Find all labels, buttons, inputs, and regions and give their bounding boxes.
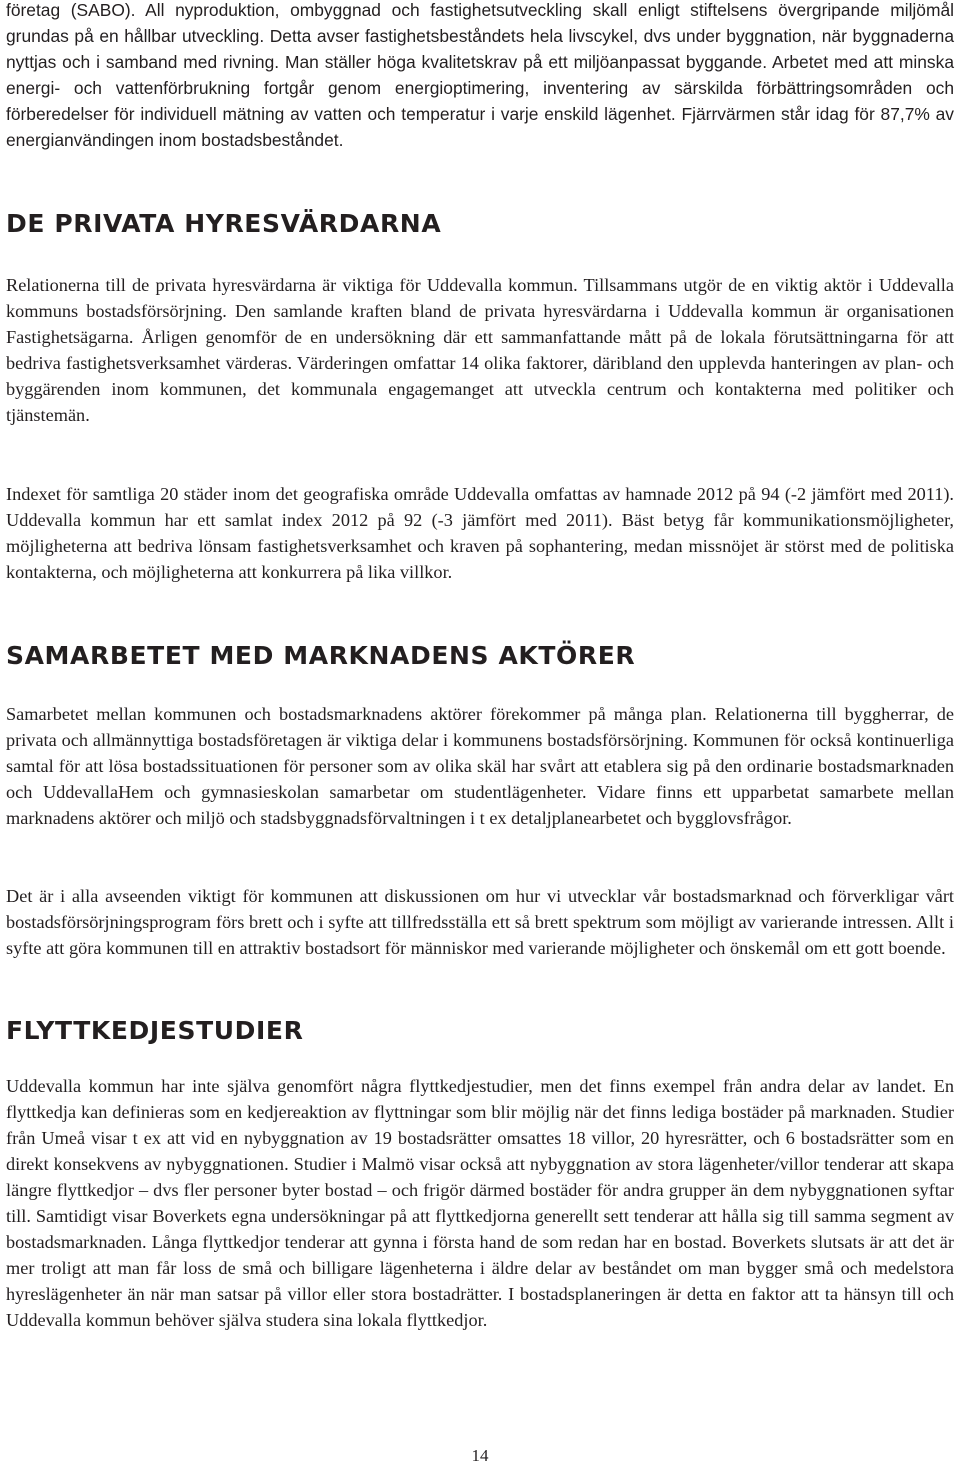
- samarbetet-paragraph-1: Samarbetet mellan kommunen och bostadsmarknadens aktörer förekommer på många plan. Relationerna till byggherrar, de privata och allmännyttiga bostadsföretagen är viktiga delar i kommunens bostadsförsörjning. Kommunen för också kontinuerliga samtal för att lösa bostadssituationen för personer som av olika skäl har svårt att etablera sig på den ordinarie bostadsmarknaden och UddevallaHem och gymnasieskolan samarbetar om studentlägenheter. Vidare finns ett upparbetat samarbete mellan marknadens aktörer och miljö och stadsbyggnadsförvaltningen i t ex detaljplanearbetet och bygglovsfrågor.: [6, 704, 954, 828]
- privata-hyresvardarna-paragraph-1: Relationerna till de privata hyresvärdarna är viktiga för Uddevalla kommun. Tillsammans utgör de en viktig aktör i Uddevalla kommuns bostadsförsörjning. Den samlande kraften bland de privata hyresvärdarna i Uddevalla kommun är organisationen Fastighetsägarna. Årligen genomför de en undersökning där ett sammanfattande mått på de lokala förutsättningarna för att bedriva fastighetsverksamhet värderas. Värderingen omfattar 14 olika faktorer, däribland den upplevda hanteringen av plan- och byggärenden inom kommunen, det kommunala engagemanget att utveckla centrum och kontakterna med politiker och tjänstemän.: [6, 275, 954, 425]
- samarbetet-paragraph-2: Det är i alla avseenden viktigt för kommunen att diskussionen om hur vi utvecklar vår bostadsmarknad och förverkligar vårt bostadsförsörjningsprogram förs brett och i syfte att tillfredsställa ett så brett spektrum som möjligt av varierande intressen. Allt i syfte att göra kommunen till en attraktiv bostadsort för människor med varierande möjligheter och önskemål om ett gott boende.: [6, 886, 954, 958]
- section-heading-samarbetet: SAMARBETET MED MARKNADENS AKTÖRER: [6, 641, 636, 670]
- privata-hyresvardarna-paragraph-2: Indexet för samtliga 20 städer inom det geografiska område Uddevalla omfattas av hamnade 2012 på 94 (-2 jämfört med 2011). Uddevalla kommun har ett samlat index 2012 på 92 (-3 jämfört med 2011). Bäst betyg får kommunikationsmöjligheter, möjligheterna att bedriva lönsam fastighetsverksamhet och kraven på sophantering, medan missnöjet är störst med de politiska kontakterna, och möjligheterna att konkurrera på lika villkor.: [6, 484, 954, 582]
- flyttkedjestudier-paragraph-1: Uddevalla kommun har inte själva genomfört några flyttkedjestudier, men det finns exempel från andra delar av landet. En flyttkedja kan definieras som en kedjereaktion av flyttningar som blir möjlig när det finns lediga bostäder på marknaden. Studier från Umeå visar t ex att vid en nybyggnation av 19 bostadsrätter omsattes 18 villor, 20 hyresrätter, och 6 bostadsrätter som en direkt konsekvens av nybyggnationen. Studier i Malmö visar också att nybyggnation av stora lägenheter/villor tenderar att skapa längre flyttkedjor – dvs fler personer byter bostad – och frigör därmed bostäder för andra grupper än dem nybyggnationen syftar till. Samtidigt visar Boverkets egna undersökningar på att flyttkedjorna generellt sett tenderar att hålla sig till samma segment av bostadsmarknaden. Långa flyttkedjor tenderar att gynna i första hand de som redan har en bostad. Boverkets slutsats är att det är mer troligt att man får loss de små och billigare lägenheterna i äldre delar av beståndet om man bygger små och medelstora hyreslägenheter än när man satsar på villor eller stora bostadrätter. I bostadsplaneringen är detta en faktor att ta hänsyn till och Uddevalla kommun behöver själva studera sina lokala flyttkedjor.: [6, 1076, 954, 1330]
- section-heading-privata-hyresvardarna: DE PRIVATA HYRESVÄRDARNA: [6, 209, 442, 238]
- intro-paragraph: företag (SABO). All nyproduktion, ombyggnad och fastighetsutveckling skall enligt stiftelsens övergripande miljömål grundas på en hållbar utveckling. Detta avser fastighetsbeståndets hela livscykel, dvs under byggnation, när byggnaderna nyttjas och i samband med rivning. Man ställer höga kvalitetskrav på ett miljöanpassat byggande. Arbetet med att minska energi- och vattenförbrukning fortgår genom energioptimering, inventering av särskilda förbättringsområden och förberedelser för individuell mätning av vatten och temperatur i varje enskild lägenhet. Fjärrvärmen står idag för 87,7% av energianvändingen inom bostadsbeståndet.: [6, 0, 954, 150]
- section-heading-flyttkedjestudier: FLYTTKEDJESTUDIER: [6, 1016, 304, 1045]
- page-number: 14: [471, 1446, 489, 1465]
